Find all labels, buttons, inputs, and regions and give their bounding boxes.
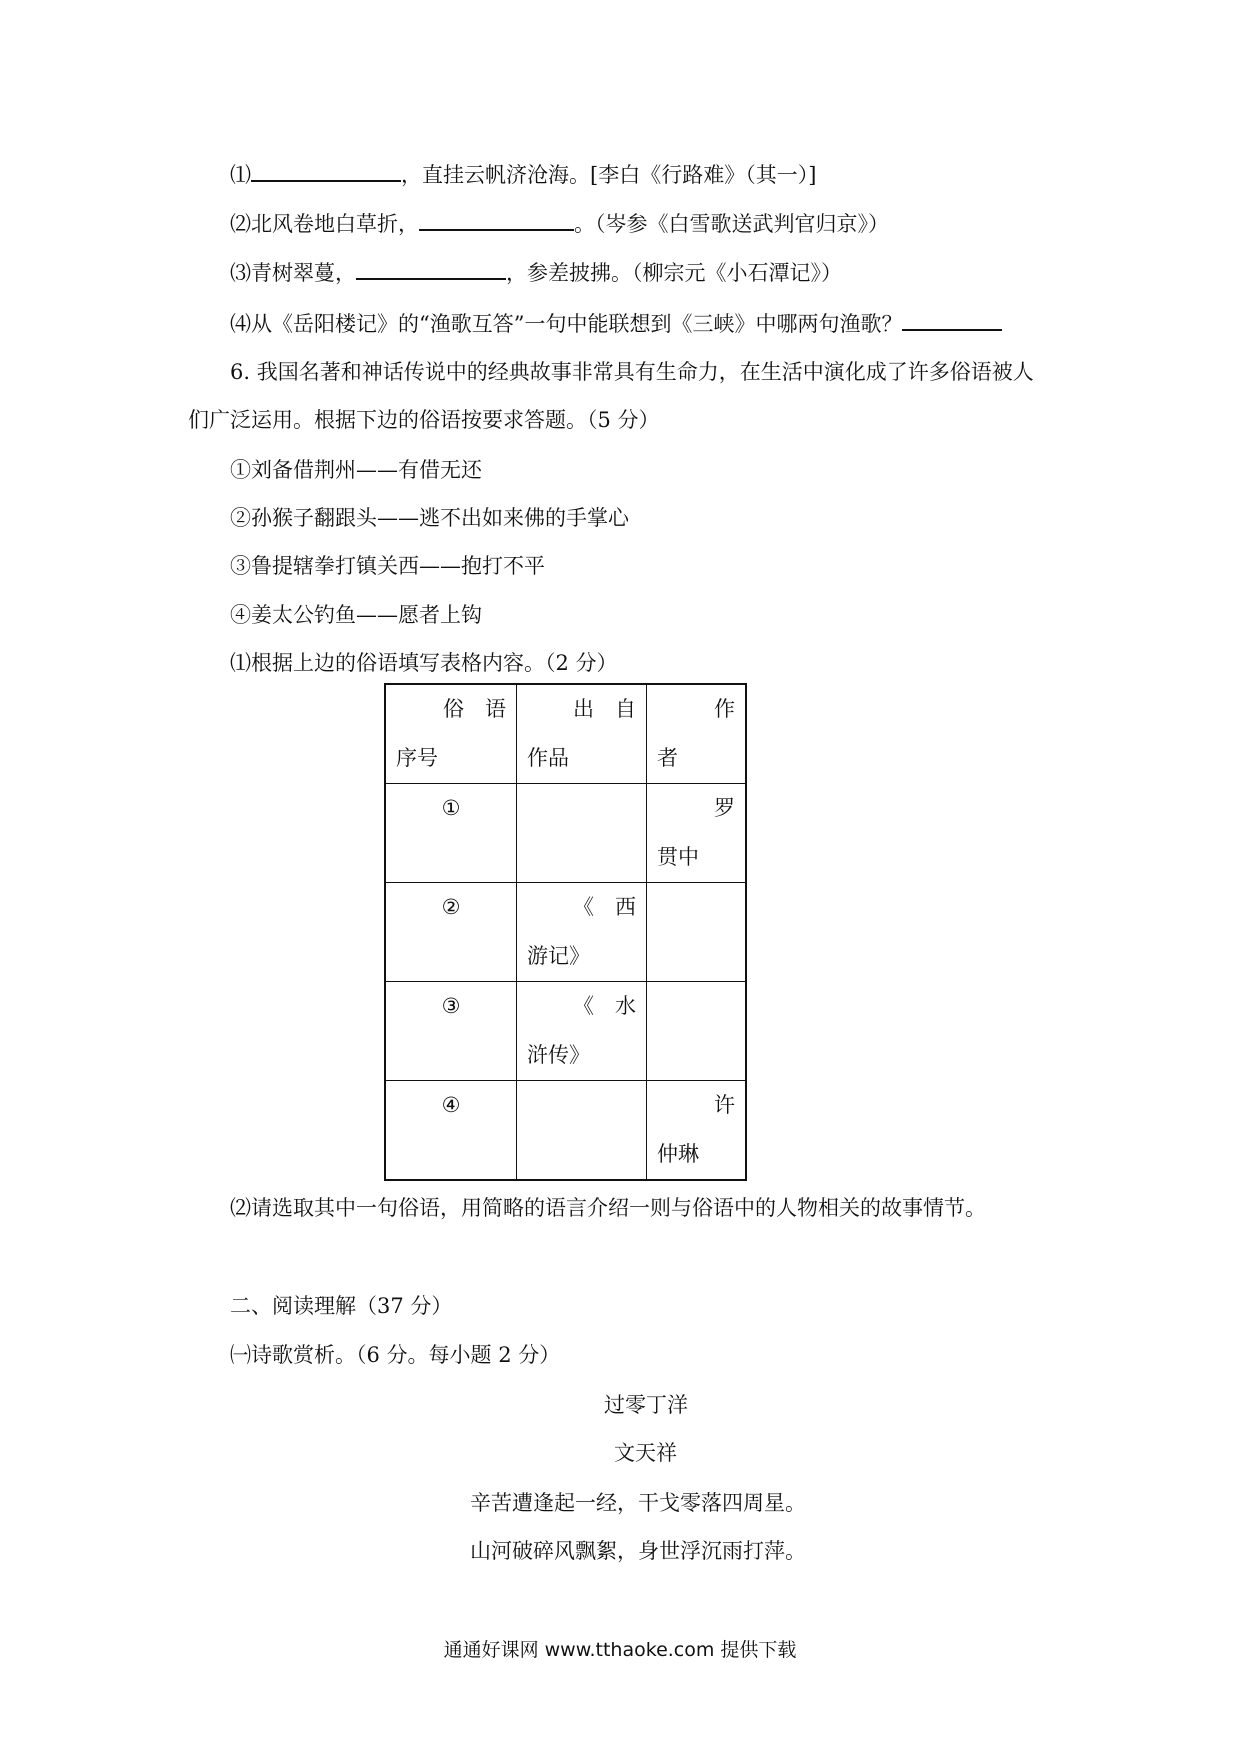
part-heading: ㈠诗歌赏析。（6 分。每小题 2 分）: [230, 1343, 561, 1367]
answer-blank-1[interactable]: [251, 158, 401, 182]
page-footer: 通通好课网 www.tthaoke.com 提供下载: [443, 1639, 797, 1661]
author-cell: 罗 贯中: [647, 784, 747, 883]
saying-3: ③鲁提辖拳打镇关西——抱打不平: [230, 554, 545, 578]
header-cell-author: 作 者: [647, 684, 747, 784]
section-heading: 二、阅读理解（37 分）: [230, 1294, 453, 1318]
table-header-row: [385, 684, 746, 784]
saying-4: ④姜太公钓鱼——愿者上钩: [230, 603, 482, 627]
author-answer-cell[interactable]: [647, 883, 747, 982]
work-answer-cell[interactable]: [517, 784, 647, 883]
q6-intro-line2: 们广泛运用。根据下边的俗语按要求答题。（5 分）: [188, 408, 660, 432]
answer-blank-4[interactable]: [902, 307, 1002, 331]
work-cell: 《 西 游记》: [517, 883, 647, 982]
poem-author: 文天祥: [614, 1441, 677, 1465]
table-row: [385, 982, 746, 1081]
work-cell: 《 水 浒传》: [517, 982, 647, 1081]
fill-line-3: ⑶青树翠蔓， ，参差披拂。（柳宗元《小石潭记》）: [230, 256, 842, 288]
row-number-cell: ③: [385, 982, 517, 1081]
table-row: [385, 1081, 746, 1181]
author-answer-cell[interactable]: [647, 982, 747, 1081]
work-answer-cell[interactable]: [517, 1081, 647, 1181]
author-cell: 许 仲琳: [647, 1081, 747, 1181]
fill-line-4: ⑷从《岳阳楼记》的“渔歌互答”一句中能联想到《三峡》中哪两句渔歌？: [230, 307, 1002, 339]
saying-2: ②孙猴子翻跟头——逃不出如来佛的手掌心: [230, 506, 629, 530]
answer-blank-2[interactable]: [419, 207, 574, 231]
header-cell-saying-number: 俗 语 序号: [385, 684, 517, 784]
table-row: [385, 784, 746, 883]
q6-sub2: ⑵请选取其中一句俗语，用简略的语言介绍一则与俗语中的人物相关的故事情节。: [230, 1196, 986, 1220]
header-cell-source-work: 出 自 作品: [517, 684, 647, 784]
fill-line-1: ⑴ ，直挂云帆济沧海。[李白《行路难》（其一）]: [230, 158, 816, 190]
poem-line-1: 辛苦遭逢起一经，干戈零落四周星。: [470, 1491, 806, 1515]
poem-line-2: 山河破碎风飘絮，身世浮沉雨打萍。: [470, 1539, 806, 1563]
saying-1: ①刘备借荆州——有借无还: [230, 458, 482, 482]
row-number-cell: ④: [385, 1081, 517, 1181]
row-number-cell: ②: [385, 883, 517, 982]
row-number-cell: ①: [385, 784, 517, 883]
poem-title: 过零丁洋: [604, 1393, 688, 1417]
sayings-table: [384, 683, 747, 1181]
q6-sub1: ⑴根据上边的俗语填写表格内容。（2 分）: [230, 651, 618, 675]
answer-blank-3[interactable]: [356, 256, 506, 280]
table-row: [385, 883, 746, 982]
fill-line-2: ⑵北风卷地白草折， 。（岑参《白雪歌送武判官归京》）: [230, 207, 889, 239]
q6-intro-line1: 6. 我国名著和神话传说中的经典故事非常具有生命力，在生活中演化成了许多俗语被人: [230, 360, 1034, 384]
